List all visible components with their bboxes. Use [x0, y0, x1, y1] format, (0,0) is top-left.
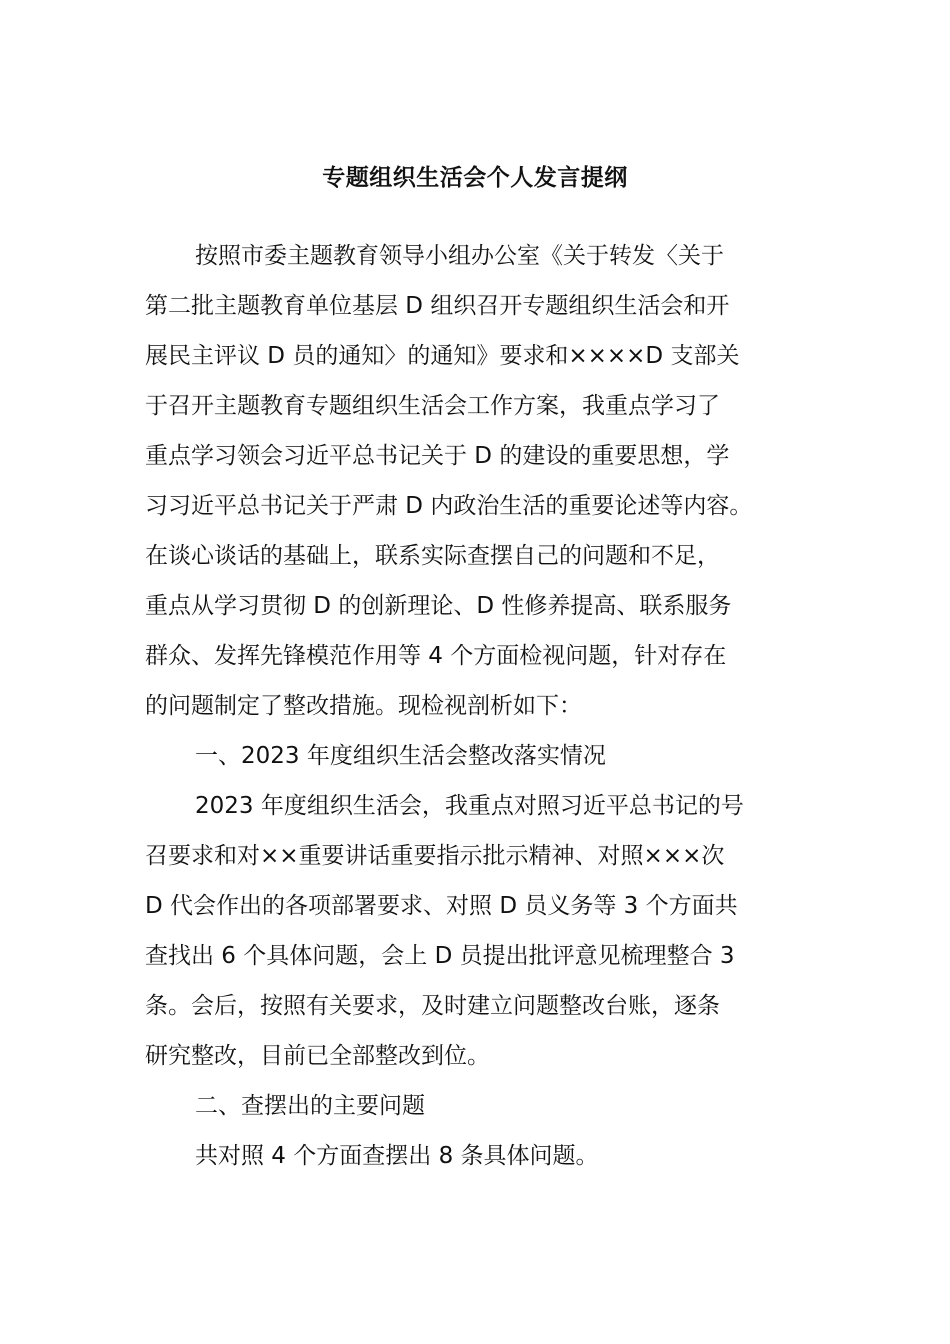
paragraph-line: 于召开主题教育专题组织生活会工作方案，我重点学习了 — [145, 393, 720, 419]
paragraph-line: 按照市委主题教育领导小组办公室《关于转发〈关于 — [195, 243, 724, 269]
paragraph-line: 研究整改，目前已全部整改到位。 — [145, 1043, 490, 1069]
document-title: 专题组织生活会个人发言提纲 — [322, 165, 628, 191]
section-heading: 一、2023 年度组织生活会整改落实情况 — [195, 743, 606, 769]
paragraph-line: 重点从学习贯彻 D 的创新理论、D 性修养提高、联系服务 — [145, 593, 732, 619]
paragraph-line: 条。会后，按照有关要求，及时建立问题整改台账，逐条 — [145, 993, 720, 1019]
section-heading: 二、查摆出的主要问题 — [195, 1093, 425, 1119]
paragraph-line: 展民主评议 D 员的通知〉的通知》要求和××××D 支部关 — [145, 343, 740, 369]
paragraph-line: 的问题制定了整改措施。现检视剖析如下： — [145, 693, 582, 719]
paragraph-line: 2023 年度组织生活会，我重点对照习近平总书记的号 — [195, 793, 744, 819]
paragraph-line: 重点学习领会习近平总书记关于 D 的建设的重要思想，学 — [145, 443, 730, 469]
paragraph-line: D 代会作出的各项部署要求、对照 D 员义务等 3 个方面共 — [145, 893, 738, 919]
paragraph-line: 习习近平总书记关于严肃 D 内政治生活的重要论述等内容。 — [145, 493, 753, 519]
paragraph-line: 群众、发挥先锋模范作用等 4 个方面检视问题，针对存在 — [145, 643, 727, 669]
paragraph-line: 查找出 6 个具体问题，会上 D 员提出批评意见梳理整合 3 — [145, 943, 735, 969]
paragraph-line: 共对照 4 个方面查摆出 8 条具体问题。 — [195, 1143, 599, 1169]
document-body — [145, 231, 805, 1181]
paragraph-line: 召要求和对××重要讲话重要指示批示精神、对照×××次 — [145, 843, 725, 869]
paragraph-line: 第二批主题教育单位基层 D 组织召开专题组织生活会和开 — [145, 293, 730, 319]
paragraph-line: 在谈心谈话的基础上，联系实际查摆自己的问题和不足， — [145, 543, 720, 569]
